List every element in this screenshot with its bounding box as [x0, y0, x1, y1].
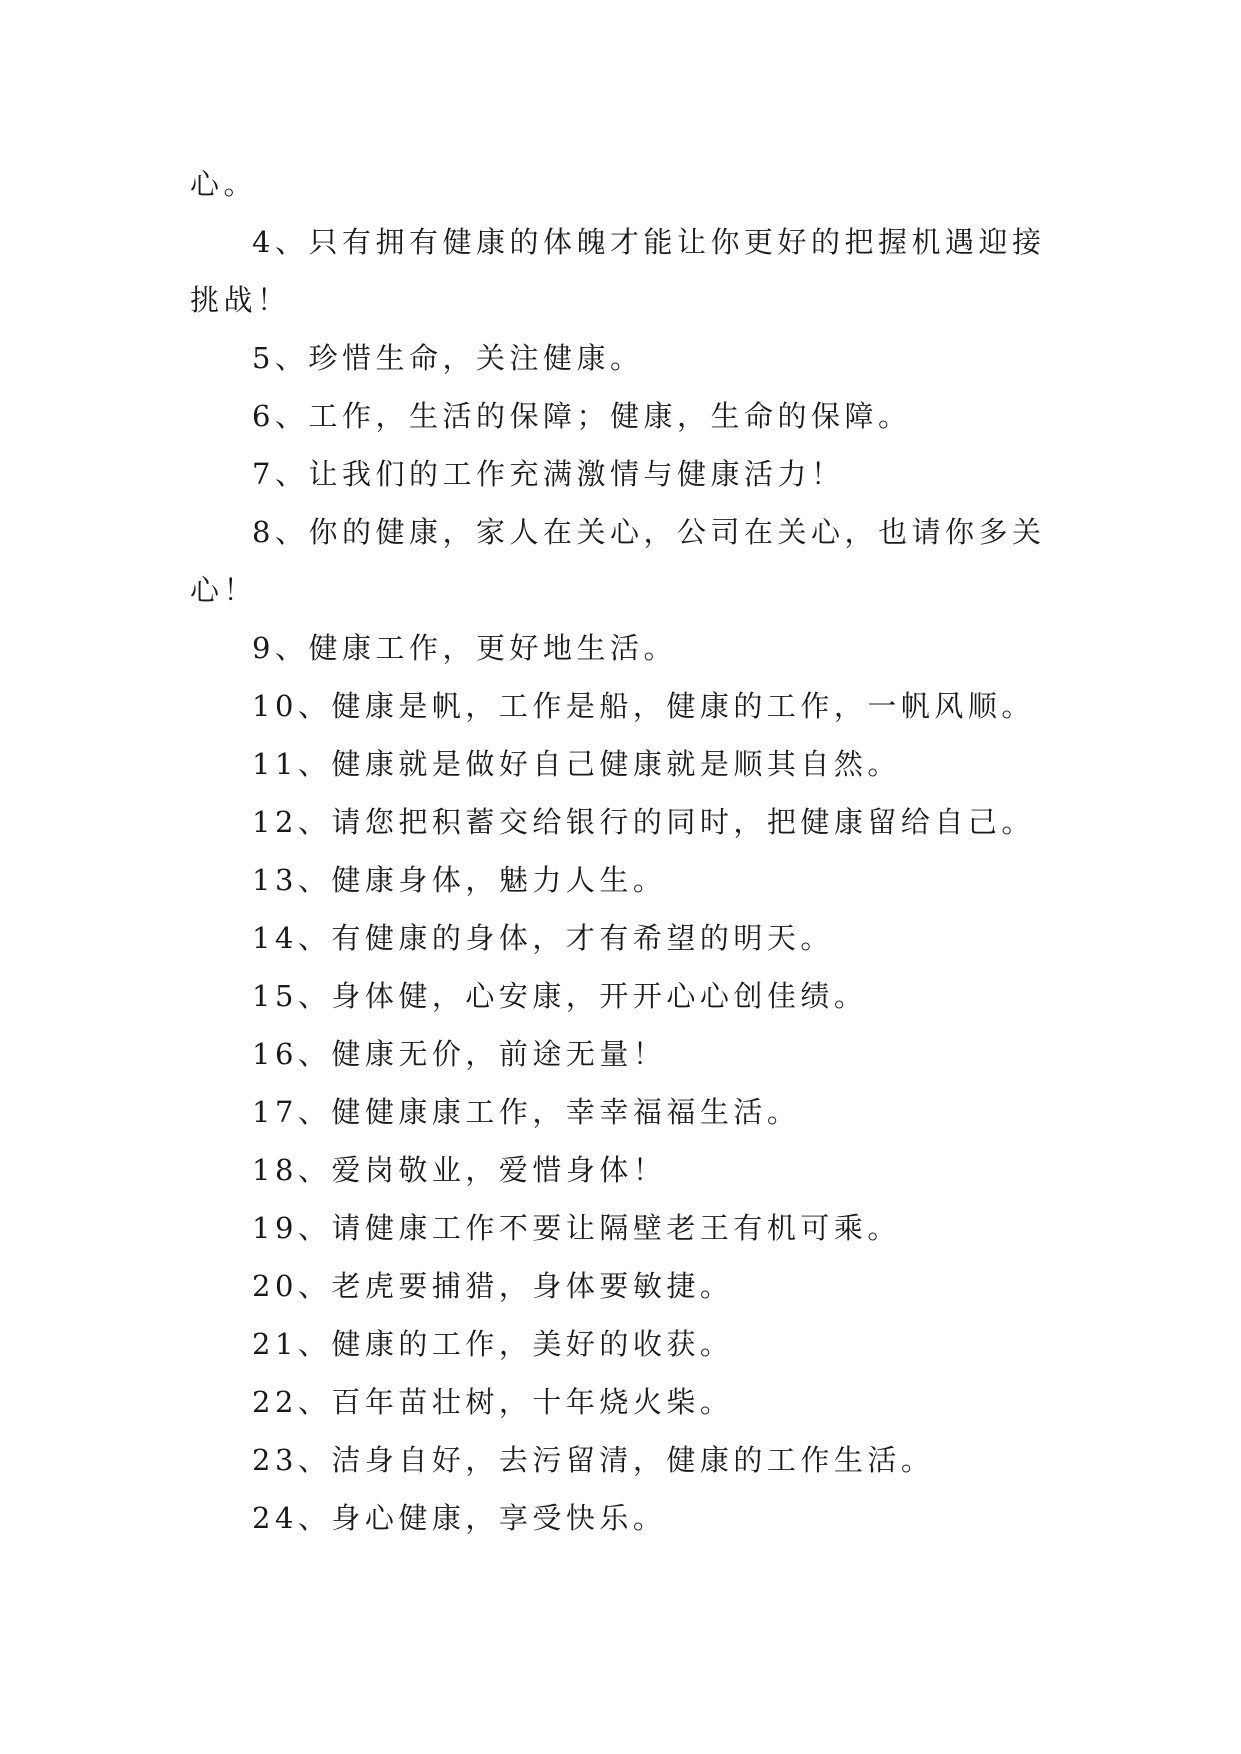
paragraph: 22、百年苗壮树，十年烧火柴。	[252, 1385, 734, 1419]
paragraph: 8、你的健康，家人在关心，公司在关心，也请你多关心！	[190, 515, 1046, 607]
paragraph: 7、让我们的工作充满激情与健康活力！	[252, 457, 845, 491]
paragraph: 15、身体健，心安康，开开心心创佳绩。	[252, 979, 868, 1013]
paragraph: 21、健康的工作，美好的收获。	[252, 1327, 734, 1361]
paragraph: 17、健健康康工作，幸幸福福生活。	[252, 1095, 801, 1129]
paragraph: 10、健康是帆，工作是船，健康的工作，一帆风顺。	[252, 689, 1035, 723]
paragraph: 23、洁身自好，去污留清，健康的工作生活。	[252, 1443, 935, 1477]
paragraph: 19、请健康工作不要让隔壁老王有机可乘。	[252, 1211, 901, 1245]
paragraph: 4、只有拥有健康的体魄才能让你更好的把握机遇迎接挑战！	[190, 225, 1046, 317]
paragraph: 11、健康就是做好自己健康就是顺其自然。	[252, 747, 901, 781]
paragraph: 9、健康工作，更好地生活。	[252, 631, 677, 665]
paragraph: 5、珍惜生命，关注健康。	[252, 341, 644, 375]
paragraph: 18、爱岗敬业，爱惜身体！	[252, 1153, 667, 1187]
paragraph: 16、健康无价，前途无量！	[252, 1037, 667, 1071]
paragraph: 心。	[190, 167, 258, 201]
document-body	[190, 155, 1052, 1547]
paragraph: 6、工作，生活的保障；健康，生命的保障。	[252, 399, 912, 433]
paragraph: 12、请您把积蓄交给银行的同时，把健康留给自己。	[252, 805, 1035, 839]
paragraph: 14、有健康的身体，才有希望的明天。	[252, 921, 834, 955]
paragraph: 24、身心健康，享受快乐。	[252, 1501, 667, 1535]
paragraph: 13、健康身体，魅力人生。	[252, 863, 667, 897]
paragraph: 20、老虎要捕猎，身体要敏捷。	[252, 1269, 734, 1303]
